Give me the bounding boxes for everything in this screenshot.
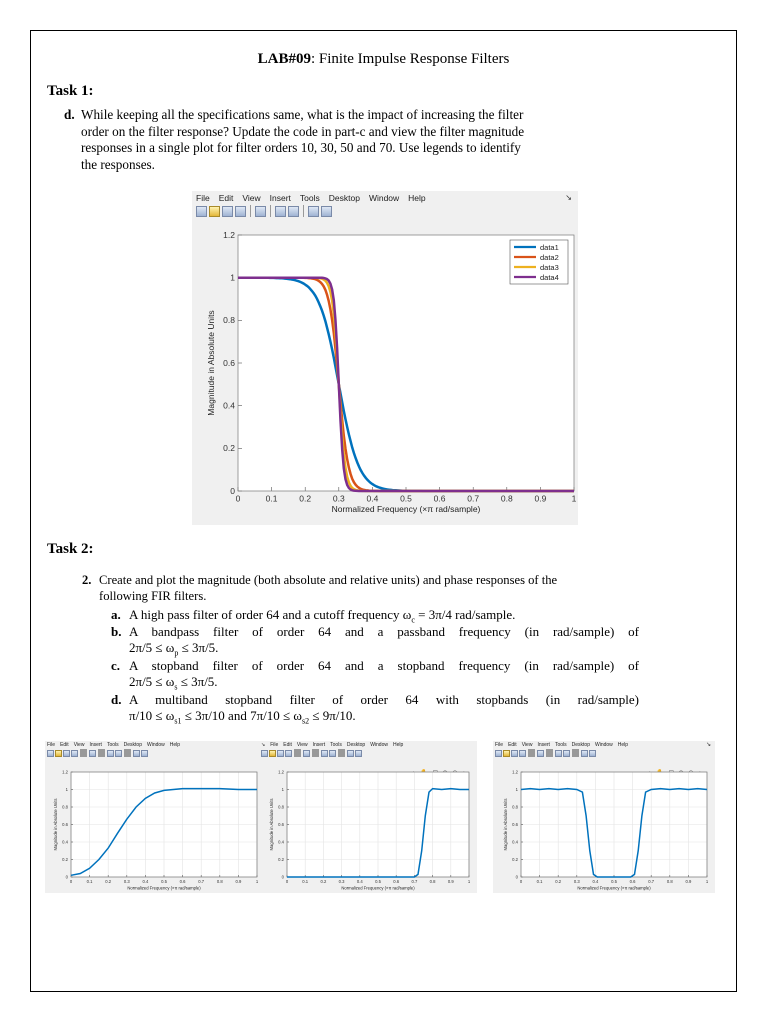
pointer-icon[interactable] [308, 206, 319, 217]
legend-entry-data2: data2 [540, 253, 559, 262]
menu-window[interactable]: Window [370, 742, 388, 748]
x-tick-label: 0.8 [666, 879, 673, 885]
x-tick-label: 0.8 [429, 879, 436, 885]
task1-question [64, 107, 641, 173]
task1-line-1: While keeping all the specifications same, what is the impact of increasing the filter [81, 107, 524, 122]
menu-view[interactable]: View [521, 742, 533, 748]
menu-insert[interactable]: Insert [269, 193, 291, 203]
x-tick-label: 1 [571, 493, 577, 504]
figure-toolbar [192, 205, 578, 217]
y-tick-label: 0 [65, 874, 68, 880]
subitem-b-line1: A bandpass filter of order 64 and a passband frequency (in rad/sample) of [129, 624, 639, 639]
menu-window[interactable]: Window [146, 742, 165, 748]
menu-tools[interactable]: Tools [299, 193, 320, 203]
y-tick-label: 0.4 [62, 839, 68, 845]
magnitude-response-chart-bandpass [259, 759, 477, 893]
legend-icon[interactable] [288, 206, 299, 217]
subitem-d-line2-mid: ≤ 3π/10 and 7π/10 ≤ ω [181, 708, 302, 724]
x-tick-label: 0 [285, 879, 289, 885]
y-tick-label: 1 [65, 786, 68, 792]
new-figure-icon[interactable] [261, 750, 268, 757]
open-file-icon[interactable] [503, 750, 510, 757]
subitem-b-line2: 2π/5 ≤ ω [129, 640, 175, 656]
figure-toolbar [493, 749, 715, 757]
subitem-d-sub2: s2 [301, 717, 310, 726]
subitem-d-line2: π/10 ≤ ω [129, 708, 175, 724]
task1-line-4: the responses. [81, 156, 155, 172]
x-tick-label: 0.9 [534, 493, 547, 504]
x-tick-label: 0.5 [400, 493, 412, 504]
task1-item-label: d. [64, 107, 75, 122]
y-tick-label: 0.2 [62, 856, 68, 862]
menu-view[interactable]: View [242, 193, 261, 203]
x-tick-label: 1 [467, 879, 471, 885]
x-tick-label: 0.4 [592, 879, 599, 885]
magnitude-response-chart-orders [192, 225, 578, 525]
x-tick-label: 0.7 [648, 879, 655, 885]
document-page [30, 30, 737, 992]
legend-icon[interactable] [329, 750, 336, 757]
task2-line-2: following FIR filters. [99, 588, 207, 603]
menu-file[interactable]: File [495, 742, 504, 748]
subitem-d-label: d. [111, 692, 122, 707]
subitem-d-line1: A multiband stopband filter of order 64 with stopbands (in rad/sample) [129, 692, 639, 707]
menu-desktop[interactable]: Desktop [571, 742, 590, 748]
x-tick-label: 0.3 [338, 879, 345, 885]
menu-file[interactable]: File [196, 193, 210, 203]
x-tick-label: 0.7 [198, 879, 205, 885]
y-axis-label: Magnitude in Absolute Units [53, 798, 58, 851]
y-tick-label: 0.2 [278, 856, 284, 862]
new-figure-icon[interactable] [495, 750, 502, 757]
pointer-icon[interactable] [347, 750, 354, 757]
page-title [31, 51, 736, 68]
task2-question [82, 573, 659, 604]
x-tick-label: 1 [705, 879, 709, 885]
save-icon[interactable] [63, 750, 70, 757]
print-icon[interactable] [285, 750, 292, 757]
y-tick-label: 1.2 [512, 769, 518, 775]
x-tick-label: 0 [519, 879, 523, 885]
x-tick-label: 0.3 [332, 493, 345, 504]
x-tick-label: 0.8 [500, 493, 513, 504]
task1-line-2: order on the filter response? Update the code in part-c and view the filter magnitude [81, 123, 525, 139]
menu-view[interactable]: View [296, 742, 308, 748]
x-tick-label: 0.1 [536, 879, 543, 885]
figure-toolbar [45, 749, 265, 757]
figure-menubar [192, 191, 578, 205]
toolbar-separator [124, 749, 131, 757]
open-file-icon[interactable] [209, 206, 220, 217]
y-tick-label: 0.8 [512, 804, 518, 810]
x-tick-label: 0.2 [555, 879, 562, 885]
task2-heading: Task 2: [47, 541, 94, 557]
x-axis-label: Normalized Frequency (×π rad/sample) [127, 885, 201, 891]
menu-tools[interactable]: Tools [106, 742, 119, 748]
y-tick-label: 1.2 [62, 769, 68, 775]
menu-view[interactable]: View [73, 742, 85, 748]
x-tick-label: 0.9 [235, 879, 242, 885]
property-editor-icon[interactable] [321, 206, 332, 217]
menu-file[interactable]: File [270, 742, 279, 748]
title-text: : Finite Impulse Response Filters [311, 51, 510, 67]
toolbar-separator [80, 749, 87, 757]
x-tick-label: 0.4 [366, 493, 379, 504]
x-tick-label: 0.1 [86, 879, 93, 885]
y-tick-label: 0.4 [278, 839, 284, 845]
y-tick-label: 0.2 [223, 443, 235, 454]
subitem-c [111, 658, 639, 696]
toolbar-separator [338, 749, 345, 757]
menu-desktop[interactable]: Desktop [346, 742, 366, 748]
menu-file[interactable]: File [47, 742, 56, 748]
x-tick-label: 0.9 [685, 879, 692, 885]
x-tick-label: 0.7 [467, 493, 480, 504]
pointer-icon[interactable] [581, 750, 588, 757]
toolbar-separator [294, 749, 301, 757]
magnitude-response-chart-stopband [493, 759, 715, 893]
figure-menubar [493, 741, 715, 749]
y-tick-label: 0.6 [278, 821, 284, 827]
subitem-c-line1: A stopband filter of order 64 and a stopband frequency (in rad/sample) of [129, 658, 639, 673]
menu-desktop[interactable]: Desktop [123, 742, 142, 748]
legend-entry-data3: data3 [540, 263, 559, 272]
subitem-a-sub: c [411, 615, 415, 625]
x-tick-label: 0 [69, 879, 73, 885]
figure-window-highpass [45, 741, 265, 893]
y-tick-label: 1.2 [223, 229, 235, 240]
toolbar-separator [270, 205, 271, 217]
subitem-b [111, 624, 639, 662]
menu-insert[interactable]: Insert [312, 742, 326, 748]
x-tick-label: 0.1 [302, 879, 309, 885]
menu-help[interactable]: Help [169, 742, 181, 748]
y-tick-label: 0.6 [62, 821, 68, 827]
x-tick-label: 0.1 [265, 493, 278, 504]
y-tick-label: 0 [230, 485, 235, 496]
toolbar-separator [250, 205, 251, 217]
property-editor-icon[interactable] [589, 750, 596, 757]
task2-item-label: 2. [82, 573, 92, 587]
link-plot-icon[interactable] [303, 750, 310, 757]
menu-tools[interactable]: Tools [554, 742, 567, 748]
property-editor-icon[interactable] [141, 750, 148, 757]
x-tick-label: 0 [235, 493, 241, 504]
x-tick-label: 0.5 [611, 879, 617, 885]
y-tick-label: 1.2 [278, 769, 284, 775]
dock-arrow-icon[interactable]: ↘ [565, 193, 572, 202]
subitem-d [111, 692, 639, 730]
subitem-a-label: a. [111, 607, 121, 622]
magnitude-response-chart-highpass [45, 759, 265, 893]
y-axis-label: Magnitude in Absolute Units [503, 798, 508, 851]
menu-help[interactable]: Help [617, 742, 629, 748]
y-tick-label: 0.4 [512, 839, 518, 845]
subitem-a-text-end: = 3π/4 rad/sample. [414, 607, 516, 622]
x-tick-label: 0.2 [320, 879, 327, 885]
subitem-c-line2-end: ≤ 3π/5. [177, 674, 218, 690]
legend-entry-data1: data1 [540, 243, 559, 252]
x-tick-label: 0.4 [356, 879, 363, 885]
menu-edit[interactable]: Edit [218, 193, 234, 203]
x-axis-label: Normalized Frequency (×π rad/sample) [331, 504, 481, 514]
x-tick-label: 0.6 [393, 879, 400, 885]
legend-entry-data4: data4 [540, 273, 559, 282]
subitem-b-label: b. [111, 624, 122, 639]
x-tick-label: 0.6 [629, 879, 636, 885]
dock-arrow-icon[interactable]: ↘ [261, 742, 266, 748]
y-tick-label: 0 [515, 874, 518, 880]
subitem-b-sub: p [174, 649, 179, 658]
colorbar-icon[interactable] [275, 206, 286, 217]
x-tick-label: 0.5 [375, 879, 381, 885]
toolbar-separator [546, 749, 553, 757]
x-tick-label: 0.2 [105, 879, 112, 885]
subitem-c-label: c. [111, 658, 121, 673]
figure-menubar [45, 741, 265, 749]
menu-window[interactable]: Window [594, 742, 613, 748]
menu-edit[interactable]: Edit [508, 742, 517, 748]
figure-window-bandpass [259, 741, 477, 893]
pointer-icon[interactable] [133, 750, 140, 757]
x-tick-label: 0.8 [216, 879, 223, 885]
link-plot-icon[interactable] [255, 206, 266, 217]
x-tick-label: 0.2 [299, 493, 312, 504]
open-file-icon[interactable] [55, 750, 62, 757]
menu-help[interactable]: Help [408, 193, 426, 203]
figure-menubar [259, 741, 477, 749]
menu-edit[interactable]: Edit [60, 742, 69, 748]
task2-line-1: Create and plot the magnitude (both absolute and relative units) and phase responses of the [99, 573, 558, 587]
legend-icon[interactable] [563, 750, 570, 757]
y-tick-label: 0.8 [223, 315, 235, 326]
toolbar-separator [98, 749, 105, 757]
y-tick-label: 0.6 [512, 821, 518, 827]
new-figure-icon[interactable] [47, 750, 54, 757]
menu-window[interactable]: Window [368, 193, 400, 203]
legend-icon[interactable] [115, 750, 122, 757]
y-tick-label: 1 [230, 272, 235, 283]
y-tick-label: 0.8 [278, 804, 284, 810]
y-axis-label: Magnitude in Absolute Units [269, 798, 274, 851]
y-tick-label: 0.2 [512, 856, 518, 862]
new-figure-icon[interactable] [196, 206, 207, 217]
toolbar-separator [572, 749, 579, 757]
x-tick-label: 0.5 [161, 879, 167, 885]
save-icon[interactable] [511, 750, 518, 757]
save-icon[interactable] [277, 750, 284, 757]
y-tick-label: 0.6 [223, 357, 235, 368]
save-icon[interactable] [222, 206, 233, 217]
task1-heading: Task 1: [47, 83, 94, 99]
colorbar-icon[interactable] [555, 750, 562, 757]
toolbar-separator [303, 205, 304, 217]
open-file-icon[interactable] [269, 750, 276, 757]
x-tick-label: 0.4 [142, 879, 149, 885]
menu-insert[interactable]: Insert [89, 742, 102, 748]
menu-help[interactable]: Help [392, 742, 404, 748]
dock-arrow-icon[interactable]: ↘ [705, 742, 711, 748]
y-tick-label: 1 [515, 786, 518, 792]
subitem-a-text: A high pass filter of order 64 and a cutoff frequency ω [129, 607, 412, 622]
toolbar-separator [312, 749, 319, 757]
x-axis-label: Normalized Frequency (×π rad/sample) [577, 885, 651, 891]
print-icon[interactable] [71, 750, 78, 757]
x-axis-label: Normalized Frequency (×π rad/sample) [341, 885, 415, 891]
y-axis-label: Magnitude in Absolute Units [206, 310, 216, 416]
link-plot-icon[interactable] [537, 750, 544, 757]
y-tick-label: 0.4 [223, 400, 235, 411]
x-tick-label: 0.7 [411, 879, 418, 885]
x-tick-label: 0.6 [433, 493, 446, 504]
y-tick-label: 0 [281, 874, 284, 880]
x-tick-label: 0.9 [447, 879, 454, 885]
print-icon[interactable] [235, 206, 246, 217]
x-tick-label: 0.3 [573, 879, 580, 885]
menu-insert[interactable]: Insert [537, 742, 550, 748]
subitem-c-line2: 2π/5 ≤ ω [129, 674, 175, 690]
colorbar-icon[interactable] [321, 750, 328, 757]
y-tick-label: 0.8 [62, 804, 68, 810]
subitem-d-line2-end: ≤ 9π/10. [309, 708, 356, 724]
figure-toolbar [259, 749, 477, 757]
subitem-b-line2-end: ≤ 3π/5. [178, 640, 219, 656]
task1-line-3: responses in a single plot for filter orders 10, 30, 50 and 70. Use legends to identify [81, 140, 521, 156]
title-lab-number: LAB#09 [257, 51, 311, 67]
link-plot-icon[interactable] [89, 750, 96, 757]
print-icon[interactable] [519, 750, 526, 757]
menu-desktop[interactable]: Desktop [328, 193, 360, 203]
x-tick-label: 1 [255, 879, 259, 885]
x-tick-label: 0.3 [123, 879, 130, 885]
subitem-d-sub1: s1 [174, 717, 182, 726]
x-tick-label: 0.6 [179, 879, 186, 885]
figure-window-task1 [192, 191, 578, 525]
menu-tools[interactable]: Tools [330, 742, 342, 748]
colorbar-icon[interactable] [107, 750, 114, 757]
subitem-c-sub: s [174, 683, 178, 692]
y-tick-label: 1 [281, 786, 284, 792]
menu-edit[interactable]: Edit [283, 742, 292, 748]
figure-window-stopband [493, 741, 715, 893]
toolbar-separator [528, 749, 535, 757]
property-editor-icon[interactable] [355, 750, 362, 757]
